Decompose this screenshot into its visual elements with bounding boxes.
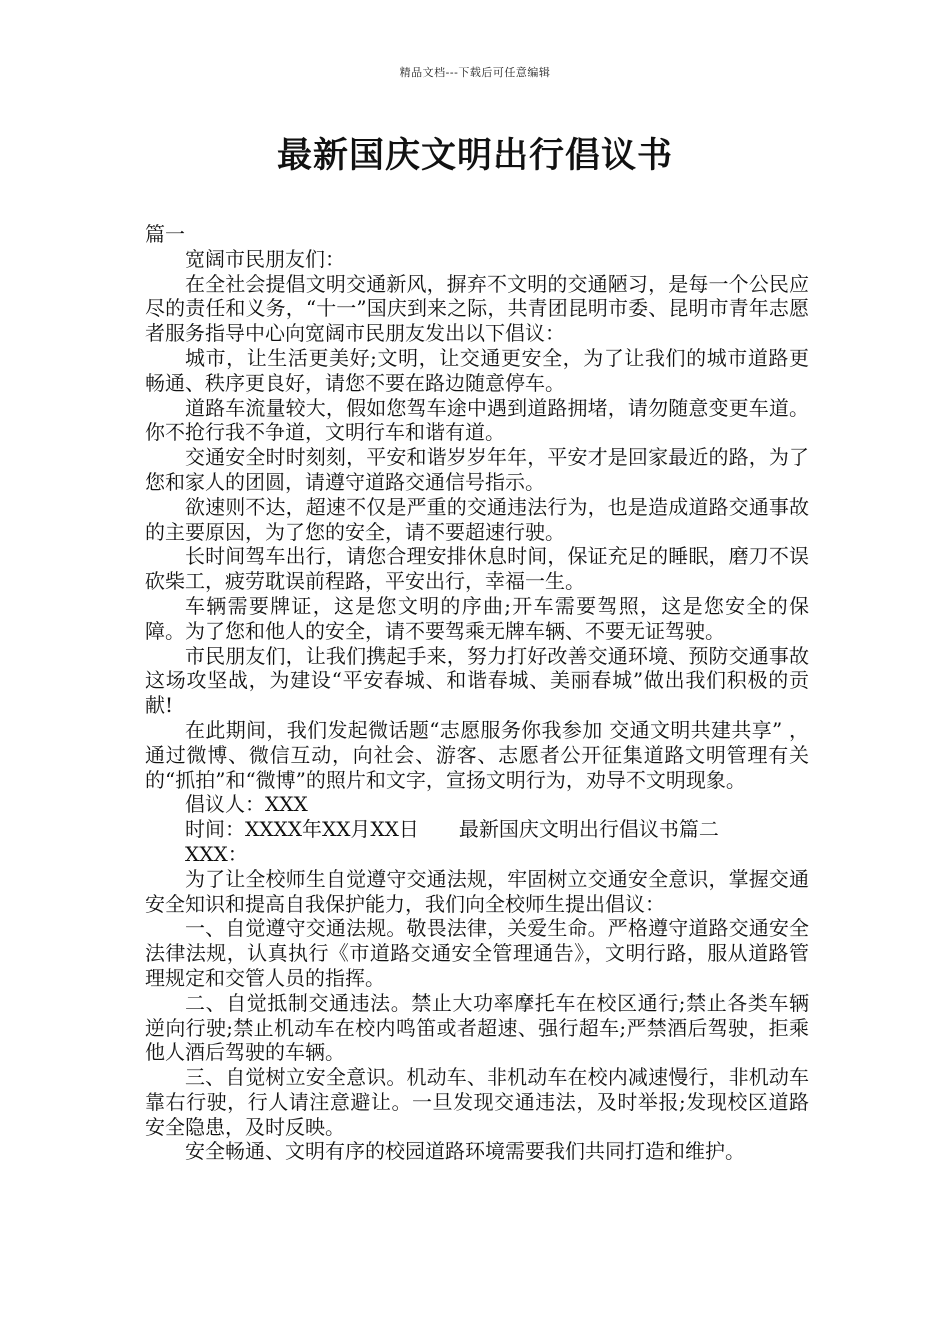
paragraph: 二、自觉抵制交通违法。禁止大功率摩托车在校区通行;禁止各类车辆逆向行驶;禁止机动车在校内鸣笛或者超速、强行超车;严禁酒后驾驶，拒乘他人酒后驾驶的车辆。 xyxy=(145,990,809,1065)
paragraph: 安全畅通、文明有序的校园道路环境需要我们共同打造和维护。 xyxy=(185,1139,745,1164)
paragraph: 三、自觉树立安全意识。机动车、非机动车在校内减速慢行，非机动车靠右行驶，行人请注意避让。一旦发现交通违法，及时举报;发现校区道路安全隐患，及时反映。 xyxy=(145,1065,809,1139)
document-body xyxy=(145,222,809,1164)
proposer-line: 倡议人：XXX xyxy=(185,792,308,817)
paragraph: 一、自觉遵守交通法规。敬畏法律，关爱生命。严格遵守道路交通安全法律法规，认真执行《市道路交通安全管理通告》，文明行路，服从道路管理规定和交管人员的指挥。 xyxy=(145,916,809,990)
date-line: 时间：XXXX年XX月XX日 最新国庆文明出行倡议书篇二 xyxy=(185,817,719,842)
salutation: XXX： xyxy=(185,841,248,866)
paragraph: 在此期间，我们发起微话题“志愿服务你我参加 交通文明共建共享” ，通过微博、微信互动，向社会、游客、志愿者公开征集道路文明管理有关的“抓拍”和“微博”的照片和文字，宣扬文明行为，劝导不文明现象。 xyxy=(145,717,809,792)
paragraph: 交通安全时时刻刻，平安和谐岁岁年年，平安才是回家最近的路，为了您和家人的团圆，请遵守道路交通信号指示。 xyxy=(145,445,809,494)
salutation: 宽阔市民朋友们： xyxy=(185,246,345,271)
header-note: 精品文档---下载后可任意编辑 xyxy=(399,66,551,79)
paragraph: 车辆需要牌证，这是您文明的序曲;开车需要驾照，这是您安全的保障。为了您和他人的安全，请不要驾乘无牌车辆、不要无证驾驶。 xyxy=(145,593,809,643)
paragraph: 在全社会提倡文明交通新风，摒弃不文明的交通陋习，是每一个公民应尽的责任和义务，“十一”国庆到来之际，共青团昆明市委、昆明市青年志愿者服务指导中心向宽阔市民朋友发出以下倡议： xyxy=(145,271,809,346)
document-title: 最新国庆文明出行倡议书 xyxy=(276,136,673,176)
paragraph: 长时间驾车出行，请您合理安排休息时间，保证充足的睡眠，磨刀不误砍柴工，疲劳耽误前程路，平安出行，幸福一生。 xyxy=(145,544,809,594)
paragraph: 市民朋友们，让我们携起手来，努力打好改善交通环境、预防交通事故这场攻坚战，为建设“平安春城、和谐春城、美丽春城”做出我们积极的贡献! xyxy=(145,643,809,718)
paragraph: 为了让全校师生自觉遵守交通法规，牢固树立交通安全意识，掌握交通安全知识和提高自我保护能力，我们向全校师生提出倡议： xyxy=(145,866,809,916)
paragraph: 欲速则不达，超速不仅是严重的交通违法行为，也是造成道路交通事故的主要原因，为了您的安全，请不要超速行驶。 xyxy=(145,494,809,544)
paragraph: 城市，让生活更美好;文明，让交通更安全，为了让我们的城市道路更畅通、秩序更良好，请您不要在路边随意停车。 xyxy=(145,345,809,395)
paragraph: 道路车流量较大，假如您驾车途中遇到道路拥堵，请勿随意变更车道。你不抢行我不争道，文明行车和谐有道。 xyxy=(145,395,809,445)
section-label: 篇一 xyxy=(145,222,185,246)
